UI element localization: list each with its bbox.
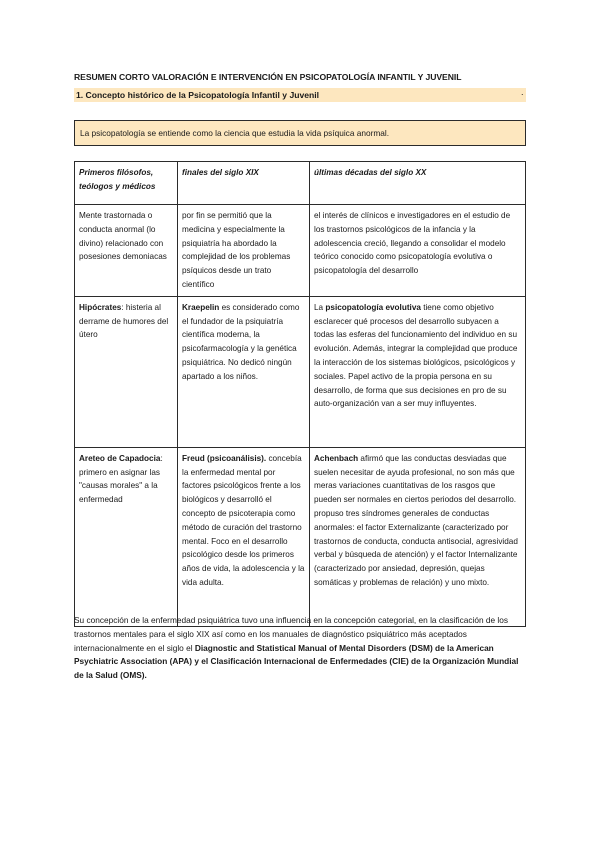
definition-box: La psicopatología se entiende como la ciencia que estudia la vida psíquica anormal. [74,120,526,146]
table-cell [178,296,310,447]
cell-keyword: Kraepelin [182,302,220,312]
section-heading: 1. Concepto histórico de la Psicopatología Infantil y Juvenil [74,88,526,102]
cell-text: La [314,302,326,312]
table-cell [75,205,178,297]
table-cell [310,205,526,297]
table-row [75,205,526,297]
cell-text: concebía la enfermedad mental por factores psicológicos frente a los biológicos y desarrolló el concepto de psicoterapia como método de curación del trastorno mental. Foco en el desarrollo psicológico desde los primeros años de vida, la adolescencia y la vida adulta. [182,453,305,587]
header-cell: finales del siglo XIX [178,162,310,205]
table-cell [310,296,526,447]
cell-text: : primero en asignar las "causas morales" a la enfermedad [79,453,163,505]
cell-text: por fin se permitió que la medicina y especialmente la psiquiatría ha abordado la complejidad de los problemas psíquicos desde un trato científico [182,211,291,289]
table-cell [178,447,310,626]
header-cell: Primeros filósofos, teólogos y médicos [75,162,178,205]
cell-keyword: psicopatología evolutiva [325,302,421,312]
cell-keyword: Areteo de Capadocia [79,453,161,463]
table-cell [310,447,526,626]
header-cell: últimas décadas del siglo XX [310,162,526,205]
footer-paragraph [74,614,530,683]
section-heading-trailing-dot: . [521,87,524,97]
cell-text: Mente trastornada o conducta anormal (lo divino) relacionado con posesiones demoniacas [79,211,167,262]
table-header-row [75,162,526,205]
table-row [75,296,526,447]
footer-text: Su concepción de la enfermedad psiquiátrica tuvo una influencia en la concepción categorial, en la clasificación de los trastornos mentales para el siglo XIX así como en los manuales de diagnóstico psiquiátrico más aceptados internacionalmente en el siglo el [74,615,509,653]
table-cell [75,447,178,626]
table-cell [178,205,310,297]
history-table [74,161,526,627]
cell-text: afirmó que las conductas desviadas que suelen necesitar de ayuda profesional, no son más que meras variaciones cuantitativas de los rasgos que pueden ser normales en ciertos periodos del desarrollo. propuso tres síndromes generales de conductas anormales: el factor Externalizante (caracterizado por trastornos de conducta, conducta antisocial, agresividad verbal y búsqueda de atención) y el factor Internalizante (caracterizado por ansiedad, depresión, quejas somáticas y problemas de relación) y uno mixto. [314,453,518,587]
table-cell [75,296,178,447]
footer-keyword: Diagnostic and Statistical Manual of Mental Disorders (DSM) de la American Psychiatric Association (APA) y el Clasificación Internacional de Enfermedades (CIE) de la Organización Mundial de la Salud (OMS). [74,642,519,681]
cell-text: : histeria al derrame de humores del útero [79,302,169,340]
cell-text: el interés de clínicos e investigadores en el estudio de los trastornos psicológicos de la infancia y la adolescencia creció, llegando a consolidar el modelo teórico conocido como psicopatología evolutiva o psicopatología del desarrollo [314,211,511,276]
cell-keyword: Hipócrates [79,302,122,312]
cell-keyword: Achenbach [314,453,359,463]
table-row [75,447,526,626]
cell-keyword: Freud (psicoanálisis). [182,453,267,463]
cell-text: es considerado como el fundador de la psiquiatría científica moderna, la psicofarmacología y la genética psiquiátrica. No dedicó ningún apartado a los niños. [182,302,300,381]
document-title: RESUMEN CORTO VALORACIÓN E INTERVENCIÓN EN PSICOPATOLOGÍA INFANTIL Y JUVENIL [74,72,462,82]
cell-text: tiene como objetivo esclarecer qué procesos del desarrollo subyacen a todas las esferas del funcionamiento del individuo en su evolución. Además, integrar la complejidad que produce la interacción de los sistemas biológicos, psicológicos y sociales. Papel activo de la propia persona en su desarrollo, de forma que sus decisiones en pro de su auto-organización van a ser muy influyentes. [314,302,518,409]
